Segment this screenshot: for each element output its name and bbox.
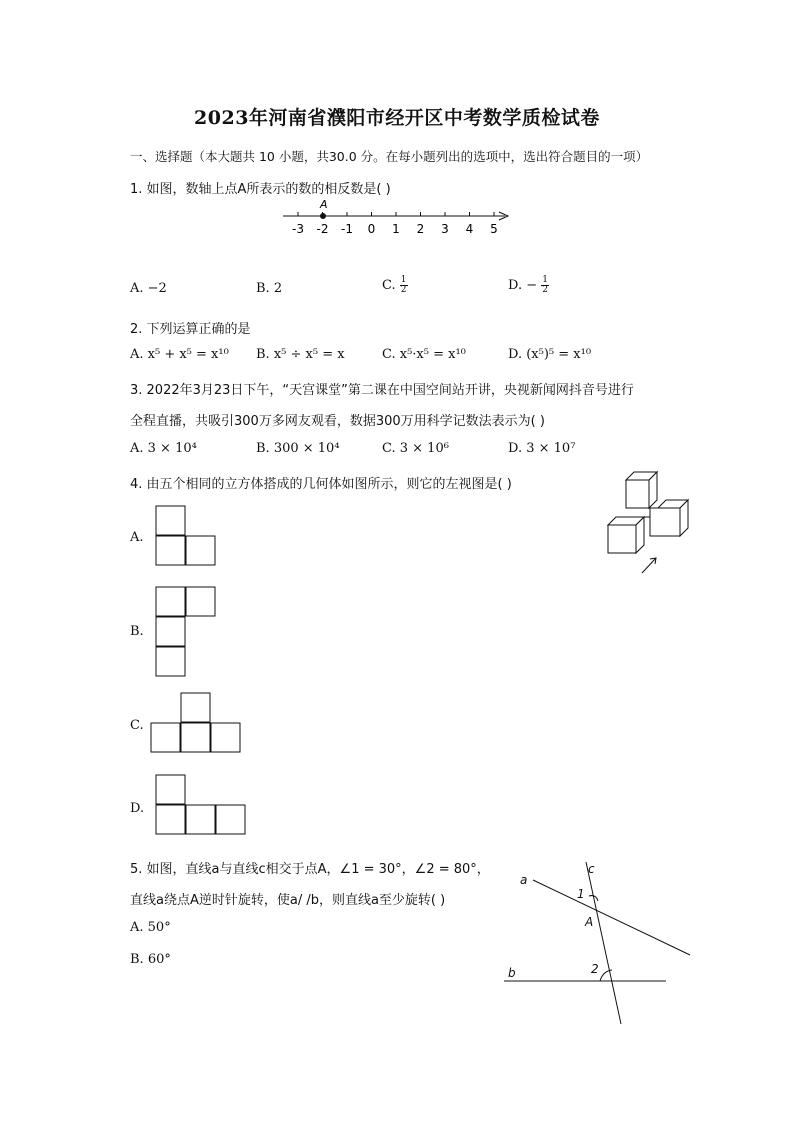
label-angle-2: 2 [591, 962, 599, 976]
q1-option-d-fraction: $\frac{1}{2}$ [542, 275, 548, 295]
q2-option-d[interactable]: D. (x⁵)⁵ = x¹⁰ [508, 347, 592, 362]
line-c [586, 862, 621, 1024]
q5-stem-line1: 5. 如图，直线a与直线c相交于点A，∠1 = 30°，∠2 = 80°， [130, 862, 490, 877]
tick-label: 3 [441, 222, 449, 236]
tick-label: 0 [367, 222, 376, 236]
tick-label: 2 [416, 222, 425, 236]
q3-stem-line1: 3. 2022年3月23日下午，“天宫课堂”第二课在中国空间站开讲，央视新闻网抖音号进行 [130, 383, 634, 398]
line-a [533, 880, 690, 955]
q4-option-c[interactable]: C. [130, 718, 144, 733]
q4-option-d-figure[interactable] [155, 774, 247, 836]
q1-option-b[interactable]: B. 2 [256, 281, 283, 296]
q1-point-a [320, 213, 326, 219]
q4-stem: 4. 由五个相同的立方体搭成的几何体如图所示，则它的左视图是( ) [130, 477, 512, 492]
q1-option-d[interactable] [508, 276, 549, 295]
q4-cube-figure [598, 470, 698, 576]
q1-number-line [280, 198, 515, 238]
q5-lines-figure [500, 858, 696, 1030]
tick-label: -2 [316, 222, 329, 236]
q5-option-a[interactable]: A. 50° [130, 920, 171, 935]
q2-option-a[interactable]: A. x⁵ + x⁵ = x¹⁰ [130, 347, 229, 362]
q1-option-c-fraction: $\frac{1}{2}$ [400, 275, 407, 295]
tick-label: 4 [465, 222, 474, 236]
q1-option-c[interactable] [382, 276, 408, 295]
q1-point-label: A [320, 198, 328, 211]
q5-option-b[interactable]: B. 60° [130, 952, 171, 967]
q4-option-b[interactable]: B. [130, 624, 144, 639]
q3-option-c[interactable]: C. 3 × 10⁶ [382, 441, 449, 456]
tick-label: -3 [292, 222, 304, 236]
label-line-c: c [588, 862, 595, 876]
q3-option-b[interactable]: B. 300 × 10⁴ [256, 441, 340, 456]
q2-option-c[interactable]: C. x⁵·x⁵ = x¹⁰ [382, 347, 466, 362]
q3-stem-line2: 全程直播，共吸引300万多网友观看，数据300万用科学记数法表示为( ) [130, 414, 545, 429]
tick-label: -1 [341, 222, 353, 236]
q1-option-c-prefix: C. [382, 278, 396, 293]
label-line-a: a [520, 873, 528, 887]
label-angle-1: 1 [577, 887, 585, 901]
tick-label: 5 [490, 222, 498, 236]
q2-stem: 2. 下列运算正确的是 [130, 322, 251, 337]
section-heading: 一、选择题（本大题共 10 小题，共30.0 分。在每小题列出的选项中，选出符合题目的一项） [130, 149, 649, 164]
q5-stem-line2: 直线a绕点A逆时针旋转，使a/ /b，则直线a至少旋转( ) [130, 893, 446, 908]
label-point-a: A [585, 915, 594, 929]
q3-option-d[interactable]: D. 3 × 10⁷ [508, 441, 576, 456]
q4-option-a[interactable]: A. [130, 530, 144, 545]
exam-title: 2023年河南省濮阳市经开区中考数学质检试卷 [194, 107, 600, 129]
q1-option-a[interactable]: A. −2 [130, 281, 167, 296]
label-line-b: b [508, 966, 516, 980]
q1-option-d-prefix: D. − [508, 278, 538, 293]
q4-option-d[interactable]: D. [130, 801, 145, 816]
tick-label: 1 [392, 222, 400, 236]
q4-option-c-figure[interactable] [150, 692, 242, 754]
q4-option-b-figure[interactable] [155, 586, 217, 678]
q4-option-a-figure[interactable] [155, 505, 217, 567]
q1-stem: 1. 如图，数轴上点A所表示的数的相反数是( ) [130, 182, 391, 197]
q2-option-b[interactable]: B. x⁵ ÷ x⁵ = x [256, 347, 345, 362]
q3-option-a[interactable]: A. 3 × 10⁴ [130, 441, 197, 456]
